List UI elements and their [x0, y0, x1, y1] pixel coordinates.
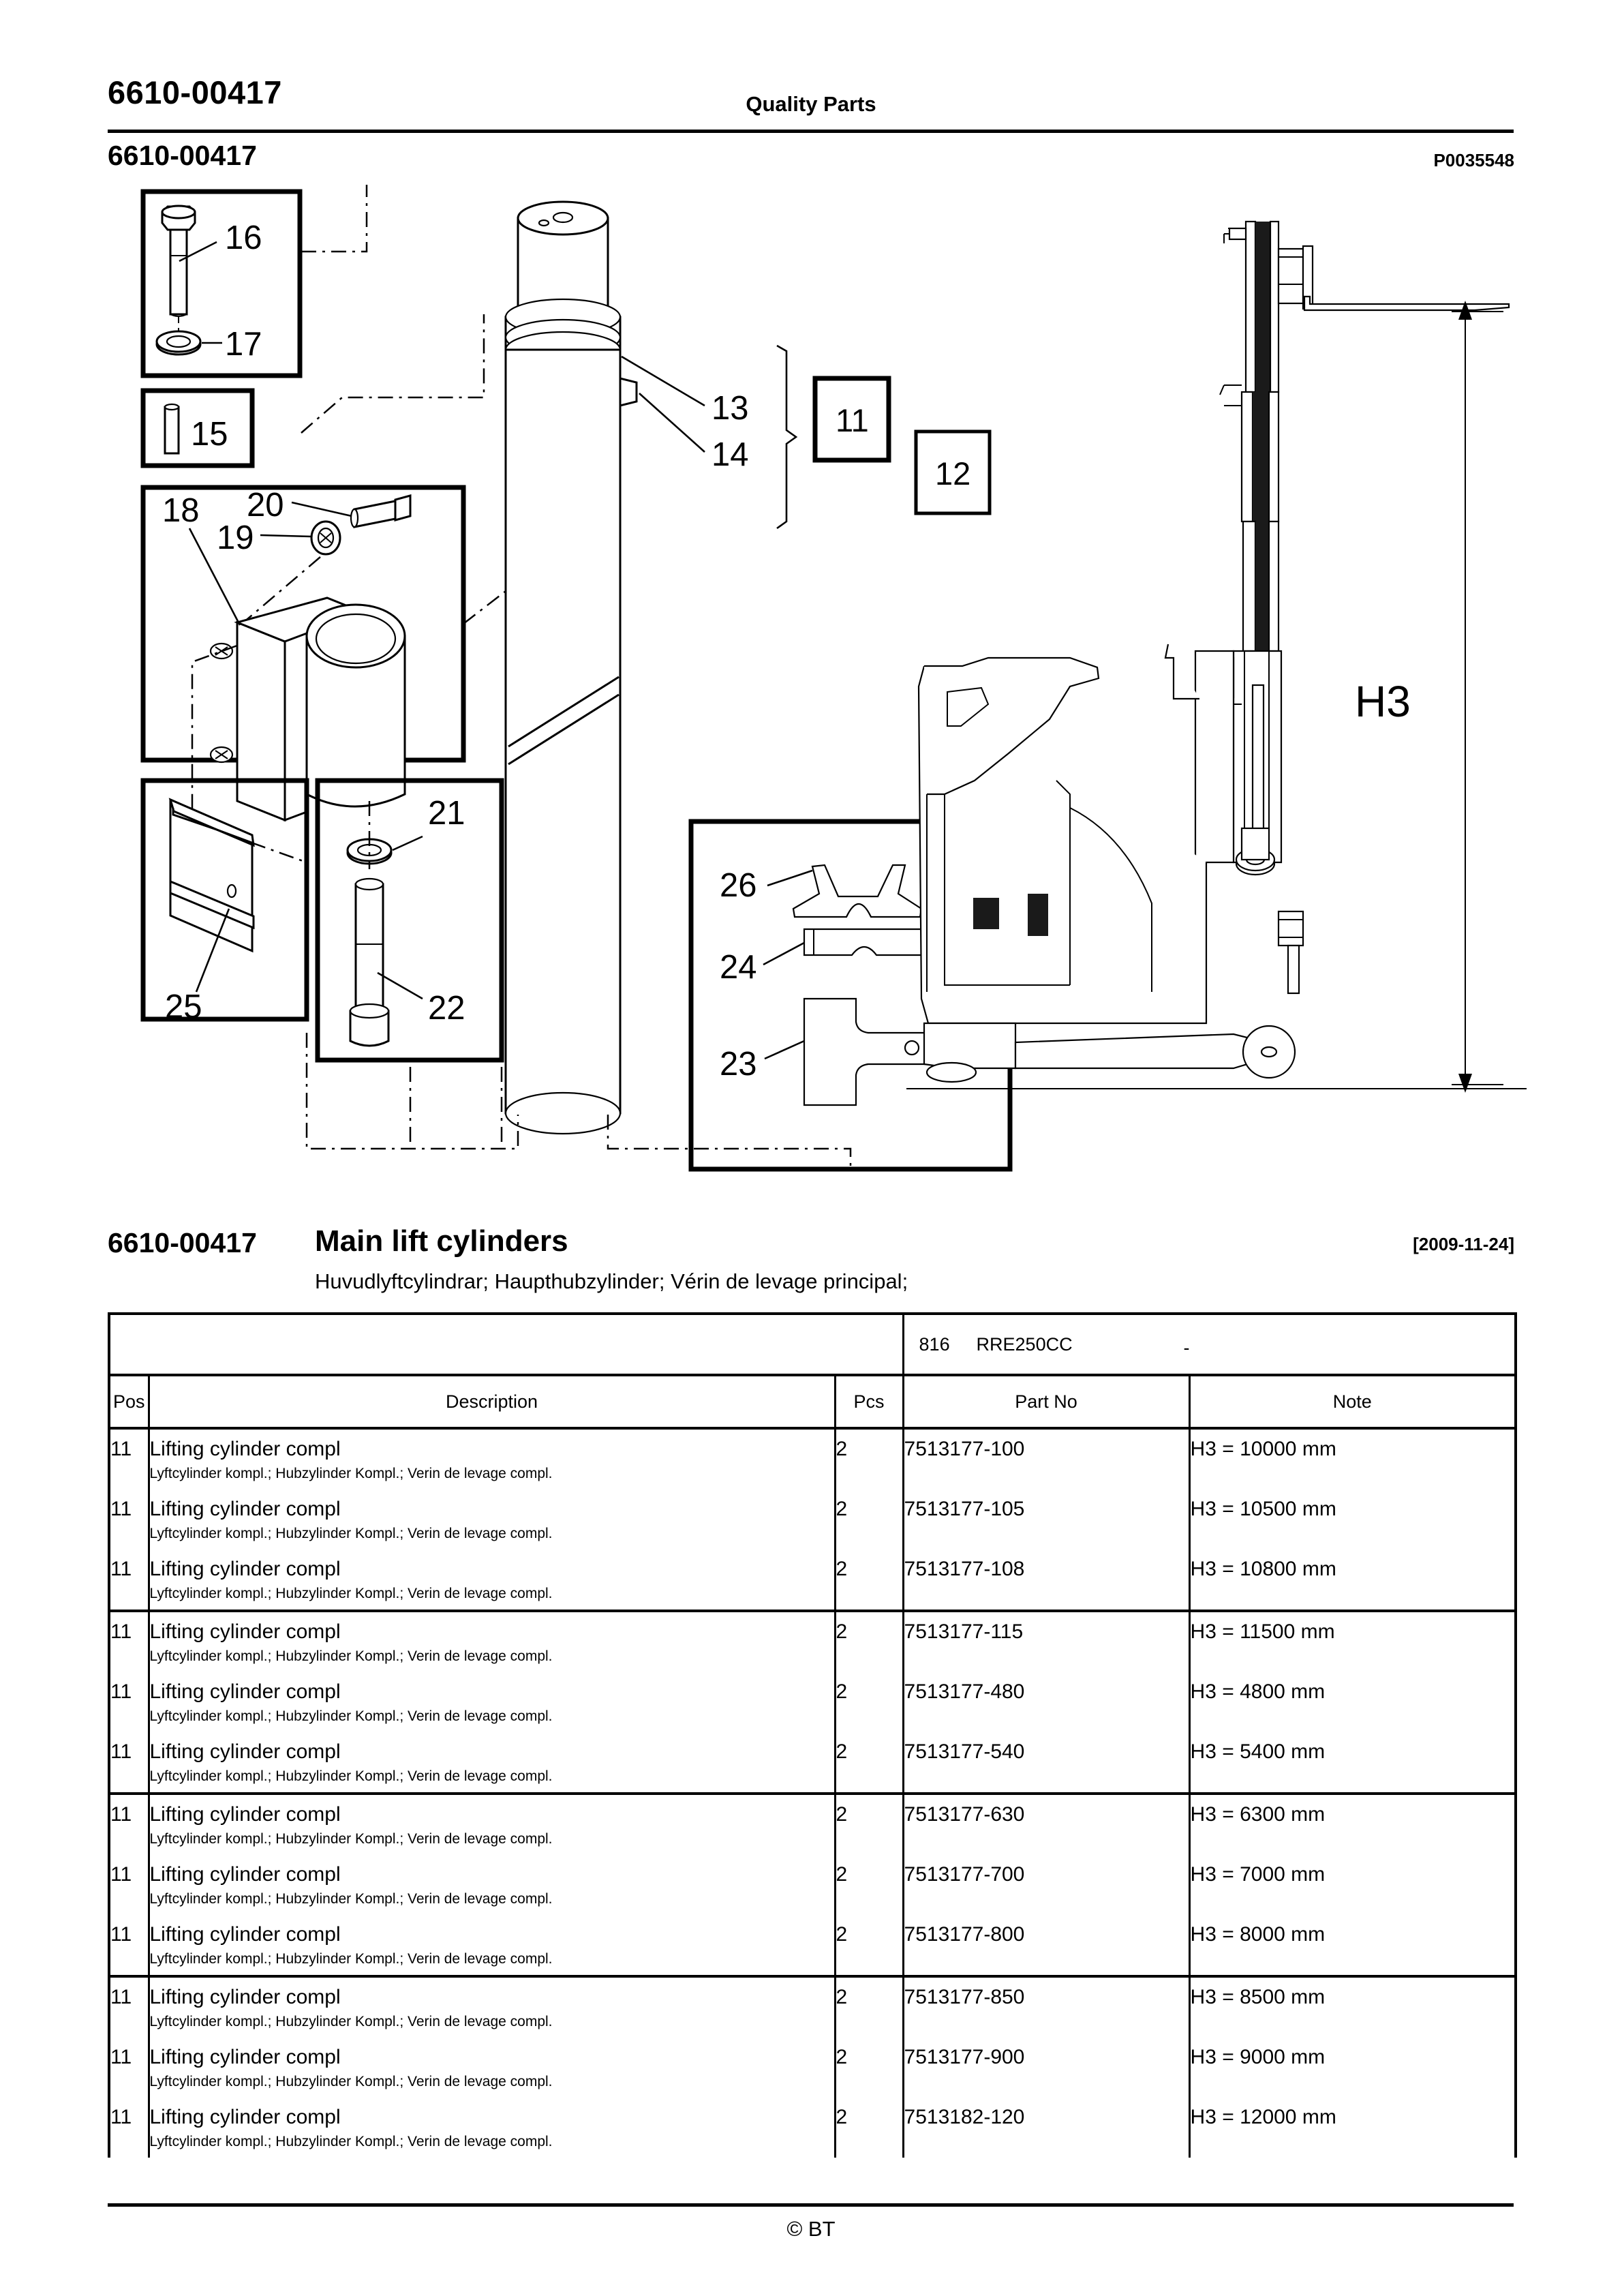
callout-18: 18 — [162, 492, 200, 529]
cell-note — [1189, 1428, 1516, 1490]
cell-description — [149, 1611, 835, 1672]
part-number: 7513177-105 — [904, 1498, 1025, 1520]
pos-value: 11 — [110, 1740, 132, 1763]
cell-part-no — [903, 1672, 1189, 1732]
note-value: H3 = 9000 mm — [1190, 2046, 1326, 2068]
pos-value: 11 — [110, 2046, 132, 2068]
cell-note — [1189, 1732, 1516, 1794]
cell-description — [149, 1794, 835, 1855]
cell-pcs — [835, 1672, 903, 1732]
description-primary: Lifting cylinder compl — [149, 2106, 341, 2128]
part-number: 7513177-900 — [904, 2046, 1025, 2068]
description-translations: Lyftcylinder kompl.; Hubzylinder Kompl.; Verin de levage compl. — [149, 2073, 553, 2089]
pcs-value: 2 — [836, 1498, 848, 1520]
cell-description — [149, 1976, 835, 2038]
table-row — [109, 1550, 1516, 1611]
part-number: 7513182-120 — [904, 2106, 1025, 2128]
description-translations: Lyftcylinder kompl.; Hubzylinder Kompl.; Verin de levage compl. — [149, 1950, 553, 1967]
note-value: H3 = 6300 mm — [1190, 1803, 1326, 1826]
description-translations: Lyftcylinder kompl.; Hubzylinder Kompl.; Verin de levage compl. — [149, 1830, 553, 1847]
table-header-row — [109, 1375, 1516, 1428]
callout-15: 15 — [191, 416, 228, 453]
table-row — [109, 1976, 1516, 2038]
h3-dimension-arrow — [1452, 301, 1503, 1093]
cell-note — [1189, 1672, 1516, 1732]
cell-description — [149, 1672, 835, 1732]
cell-part-no — [903, 1550, 1189, 1611]
cell-pcs — [835, 1976, 903, 2038]
part-16-hex-bolt — [162, 206, 195, 316]
description-primary: Lifting cylinder compl — [149, 1863, 341, 1886]
reach-truck-illustration — [906, 222, 1527, 1089]
cell-note — [1189, 2038, 1516, 2098]
note-value: H3 = 8000 mm — [1190, 1923, 1326, 1946]
cell-part-no — [903, 1855, 1189, 1915]
callout-11: 11 — [836, 402, 869, 438]
pos-value: 11 — [110, 1863, 132, 1886]
part-number: 7513177-540 — [904, 1740, 1025, 1763]
revision-date: [2009-11-24] — [1413, 1234, 1514, 1254]
pos-value: 11 — [110, 2106, 132, 2128]
part-25-plate-bracket — [170, 800, 254, 951]
cell-part-no — [903, 1490, 1189, 1550]
table-row — [109, 1794, 1516, 1855]
part-number: 7513177-480 — [904, 1680, 1025, 1703]
callout-25: 25 — [165, 988, 202, 1025]
part-24-flat-bar — [804, 929, 935, 955]
callout-26: 26 — [720, 867, 757, 904]
col-header-part: Part No — [903, 1375, 1189, 1428]
parts-table-wrapper — [108, 1312, 1514, 2158]
note-value: H3 = 7000 mm — [1190, 1863, 1326, 1886]
cell-pcs — [835, 1611, 903, 1672]
part-number: 7513177-800 — [904, 1923, 1025, 1946]
cell-part-no — [903, 1976, 1189, 2038]
description-translations: Lyftcylinder kompl.; Hubzylinder Kompl.; Verin de levage compl. — [149, 1525, 553, 1541]
main-lifting-cylinder — [506, 202, 637, 1134]
cell-part-no — [903, 1915, 1189, 1976]
callout-20: 20 — [247, 487, 284, 524]
cell-note — [1189, 1855, 1516, 1915]
callout-19: 19 — [217, 519, 254, 556]
description-primary: Lifting cylinder compl — [149, 1986, 341, 2008]
description-translations: Lyftcylinder kompl.; Hubzylinder Kompl.; Verin de levage compl. — [149, 1768, 553, 1784]
table-body — [109, 1428, 1516, 2158]
cell-pos — [109, 1428, 149, 1490]
description-translations: Lyftcylinder kompl.; Hubzylinder Kompl.; Verin de levage compl. — [149, 1585, 553, 1601]
description-translations: Lyftcylinder kompl.; Hubzylinder Kompl.; Verin de levage compl. — [149, 1708, 553, 1724]
description-translations: Lyftcylinder kompl.; Hubzylinder Kompl.; Verin de levage compl. — [149, 1890, 553, 1907]
description-primary: Lifting cylinder compl — [149, 1498, 341, 1520]
cell-part-no — [903, 1794, 1189, 1855]
cell-pcs — [835, 1550, 903, 1611]
pcs-value: 2 — [836, 1803, 848, 1826]
cell-pos — [109, 1490, 149, 1550]
part-15-pin — [165, 404, 179, 453]
cell-part-no — [903, 2038, 1189, 2098]
cell-note — [1189, 1550, 1516, 1611]
description-translations: Lyftcylinder kompl.; Hubzylinder Kompl.; Verin de levage compl. — [149, 1465, 553, 1481]
cell-description — [149, 1428, 835, 1490]
note-value: H3 = 10000 mm — [1190, 1438, 1336, 1460]
description-translations: Lyftcylinder kompl.; Hubzylinder Kompl.; Verin de levage compl. — [149, 1648, 553, 1664]
cell-pcs — [835, 1794, 903, 1855]
part-number: 7513177-108 — [904, 1558, 1025, 1580]
cell-description — [149, 1490, 835, 1550]
description-primary: Lifting cylinder compl — [149, 1558, 341, 1580]
part-17-washer — [157, 331, 200, 354]
cell-pos — [109, 1794, 149, 1855]
model-name: RRE250CC — [976, 1333, 1073, 1355]
header-figure-code: 6610-00417 — [108, 74, 282, 110]
description-primary: Lifting cylinder compl — [149, 1740, 341, 1763]
description-translations: Lyftcylinder kompl.; Hubzylinder Kompl.; Verin de levage compl. — [149, 2013, 553, 2029]
cell-pcs — [835, 1855, 903, 1915]
callout-23: 23 — [720, 1046, 757, 1083]
col-header-pcs: Pcs — [835, 1375, 903, 1428]
pcs-value: 2 — [836, 2106, 848, 2128]
pos-value: 11 — [110, 1803, 132, 1826]
cell-part-no — [903, 1732, 1189, 1794]
pcs-value: 2 — [836, 1740, 848, 1763]
part-26-saddle-clamp — [793, 865, 921, 917]
cell-note — [1189, 1490, 1516, 1550]
note-value: H3 = 10800 mm — [1190, 1558, 1336, 1580]
table-row — [109, 1915, 1516, 1976]
cell-note — [1189, 1611, 1516, 1672]
cell-pcs — [835, 2098, 903, 2158]
model-code: 816 — [919, 1333, 950, 1355]
pos-value: 11 — [110, 1680, 132, 1703]
cell-description — [149, 1550, 835, 1611]
cell-pcs — [835, 1490, 903, 1550]
pos-value: 11 — [110, 1986, 132, 2008]
cell-note — [1189, 1976, 1516, 2038]
callout-16: 16 — [225, 220, 262, 256]
cell-pcs — [835, 1915, 903, 1976]
cell-description — [149, 1915, 835, 1976]
cell-pos — [109, 2038, 149, 2098]
table-row — [109, 1672, 1516, 1732]
cell-pcs — [835, 1732, 903, 1794]
header-divider — [108, 130, 1514, 133]
cell-description — [149, 2098, 835, 2158]
cell-pos — [109, 1915, 149, 1976]
pos-value: 11 — [110, 1438, 132, 1460]
part-22-long-bolt — [350, 879, 388, 1046]
note-value: H3 = 8500 mm — [1190, 1986, 1326, 2008]
drawing-number: P0035548 — [1433, 150, 1514, 170]
pcs-value: 2 — [836, 1438, 848, 1460]
part-19-washer — [311, 522, 340, 554]
pcs-value: 2 — [836, 1863, 848, 1886]
description-primary: Lifting cylinder compl — [149, 1803, 341, 1826]
cell-pos — [109, 1976, 149, 2038]
table-row — [109, 1428, 1516, 1490]
description-primary: Lifting cylinder compl — [149, 1438, 341, 1460]
pos-value: 11 — [110, 1620, 132, 1643]
section-code: 6610-00417 — [108, 1227, 257, 1258]
cell-description — [149, 2038, 835, 2098]
callout-12: 12 — [935, 455, 971, 492]
table-row — [109, 1855, 1516, 1915]
cell-pos — [109, 1672, 149, 1732]
pcs-value: 2 — [836, 1558, 848, 1580]
description-translations: Lyftcylinder kompl.; Hubzylinder Kompl.; Verin de levage compl. — [149, 2133, 553, 2149]
pos-value: 11 — [110, 1923, 132, 1946]
description-primary: Lifting cylinder compl — [149, 2046, 341, 2068]
cell-note — [1189, 1794, 1516, 1855]
cell-pos — [109, 1855, 149, 1915]
cell-part-no — [903, 1428, 1189, 1490]
col-header-pos: Pos — [109, 1375, 149, 1428]
cell-note — [1189, 2098, 1516, 2158]
cell-pos — [109, 1611, 149, 1672]
note-value: H3 = 12000 mm — [1190, 2106, 1336, 2128]
pos-value: 11 — [110, 1558, 132, 1580]
pcs-value: 2 — [836, 1620, 848, 1643]
note-value: H3 = 4800 mm — [1190, 1680, 1326, 1703]
section-subtitle: Huvudlyftcylindrar; Haupthubzylinder; Vérin de levage principal; — [315, 1269, 908, 1293]
description-primary: Lifting cylinder compl — [149, 1680, 341, 1703]
footer-divider — [108, 2203, 1514, 2207]
note-value: H3 = 10500 mm — [1190, 1498, 1336, 1520]
part-20-pin-bolt — [351, 496, 410, 527]
table-row — [109, 2098, 1516, 2158]
cell-description — [149, 1855, 835, 1915]
callout-21: 21 — [428, 795, 465, 832]
part-number: 7513177-850 — [904, 1986, 1025, 2008]
note-value: H3 = 11500 mm — [1190, 1620, 1335, 1643]
header-title: Quality Parts — [746, 92, 876, 116]
table-row — [109, 1490, 1516, 1550]
callout-17: 17 — [225, 326, 262, 363]
cell-part-no — [903, 2098, 1189, 2158]
pcs-value: 2 — [836, 1680, 848, 1703]
note-value: H3 = 5400 mm — [1190, 1740, 1326, 1763]
callout-14: 14 — [711, 436, 749, 473]
cell-pos — [109, 2098, 149, 2158]
pos-value: 11 — [110, 1498, 132, 1520]
part-number: 7513177-630 — [904, 1803, 1025, 1826]
description-primary: Lifting cylinder compl — [149, 1923, 341, 1946]
model-dash: - — [1183, 1338, 1190, 1358]
footer-copyright: © BT — [786, 2217, 836, 2241]
callout-13: 13 — [711, 390, 749, 427]
parts-table — [108, 1312, 1517, 2158]
h3-label: H3 — [1355, 677, 1411, 726]
description-primary: Lifting cylinder compl — [149, 1620, 341, 1643]
cell-pos — [109, 1732, 149, 1794]
figure-code: 6610-00417 — [108, 140, 257, 171]
part-number: 7513177-115 — [904, 1620, 1024, 1643]
cell-pos — [109, 1550, 149, 1611]
cell-pcs — [835, 2038, 903, 2098]
callout-22: 22 — [428, 990, 465, 1027]
cell-part-no — [903, 1611, 1189, 1672]
part-number: 7513177-700 — [904, 1863, 1025, 1886]
model-band-row — [109, 1314, 1516, 1375]
table-row — [109, 1732, 1516, 1794]
cell-note — [1189, 1915, 1516, 1976]
cell-description — [149, 1732, 835, 1794]
part-number: 7513177-100 — [904, 1438, 1025, 1460]
section-title: Main lift cylinders — [315, 1224, 568, 1258]
exploded-parts-diagram — [102, 181, 1527, 1190]
pcs-value: 2 — [836, 1923, 848, 1946]
cell-pcs — [835, 1428, 903, 1490]
table-row — [109, 1611, 1516, 1672]
col-header-note: Note — [1189, 1375, 1516, 1428]
table-row — [109, 2038, 1516, 2098]
pcs-value: 2 — [836, 1986, 848, 2008]
pcs-value: 2 — [836, 2046, 848, 2068]
callout-24: 24 — [720, 949, 757, 986]
col-header-desc: Description — [149, 1375, 835, 1428]
